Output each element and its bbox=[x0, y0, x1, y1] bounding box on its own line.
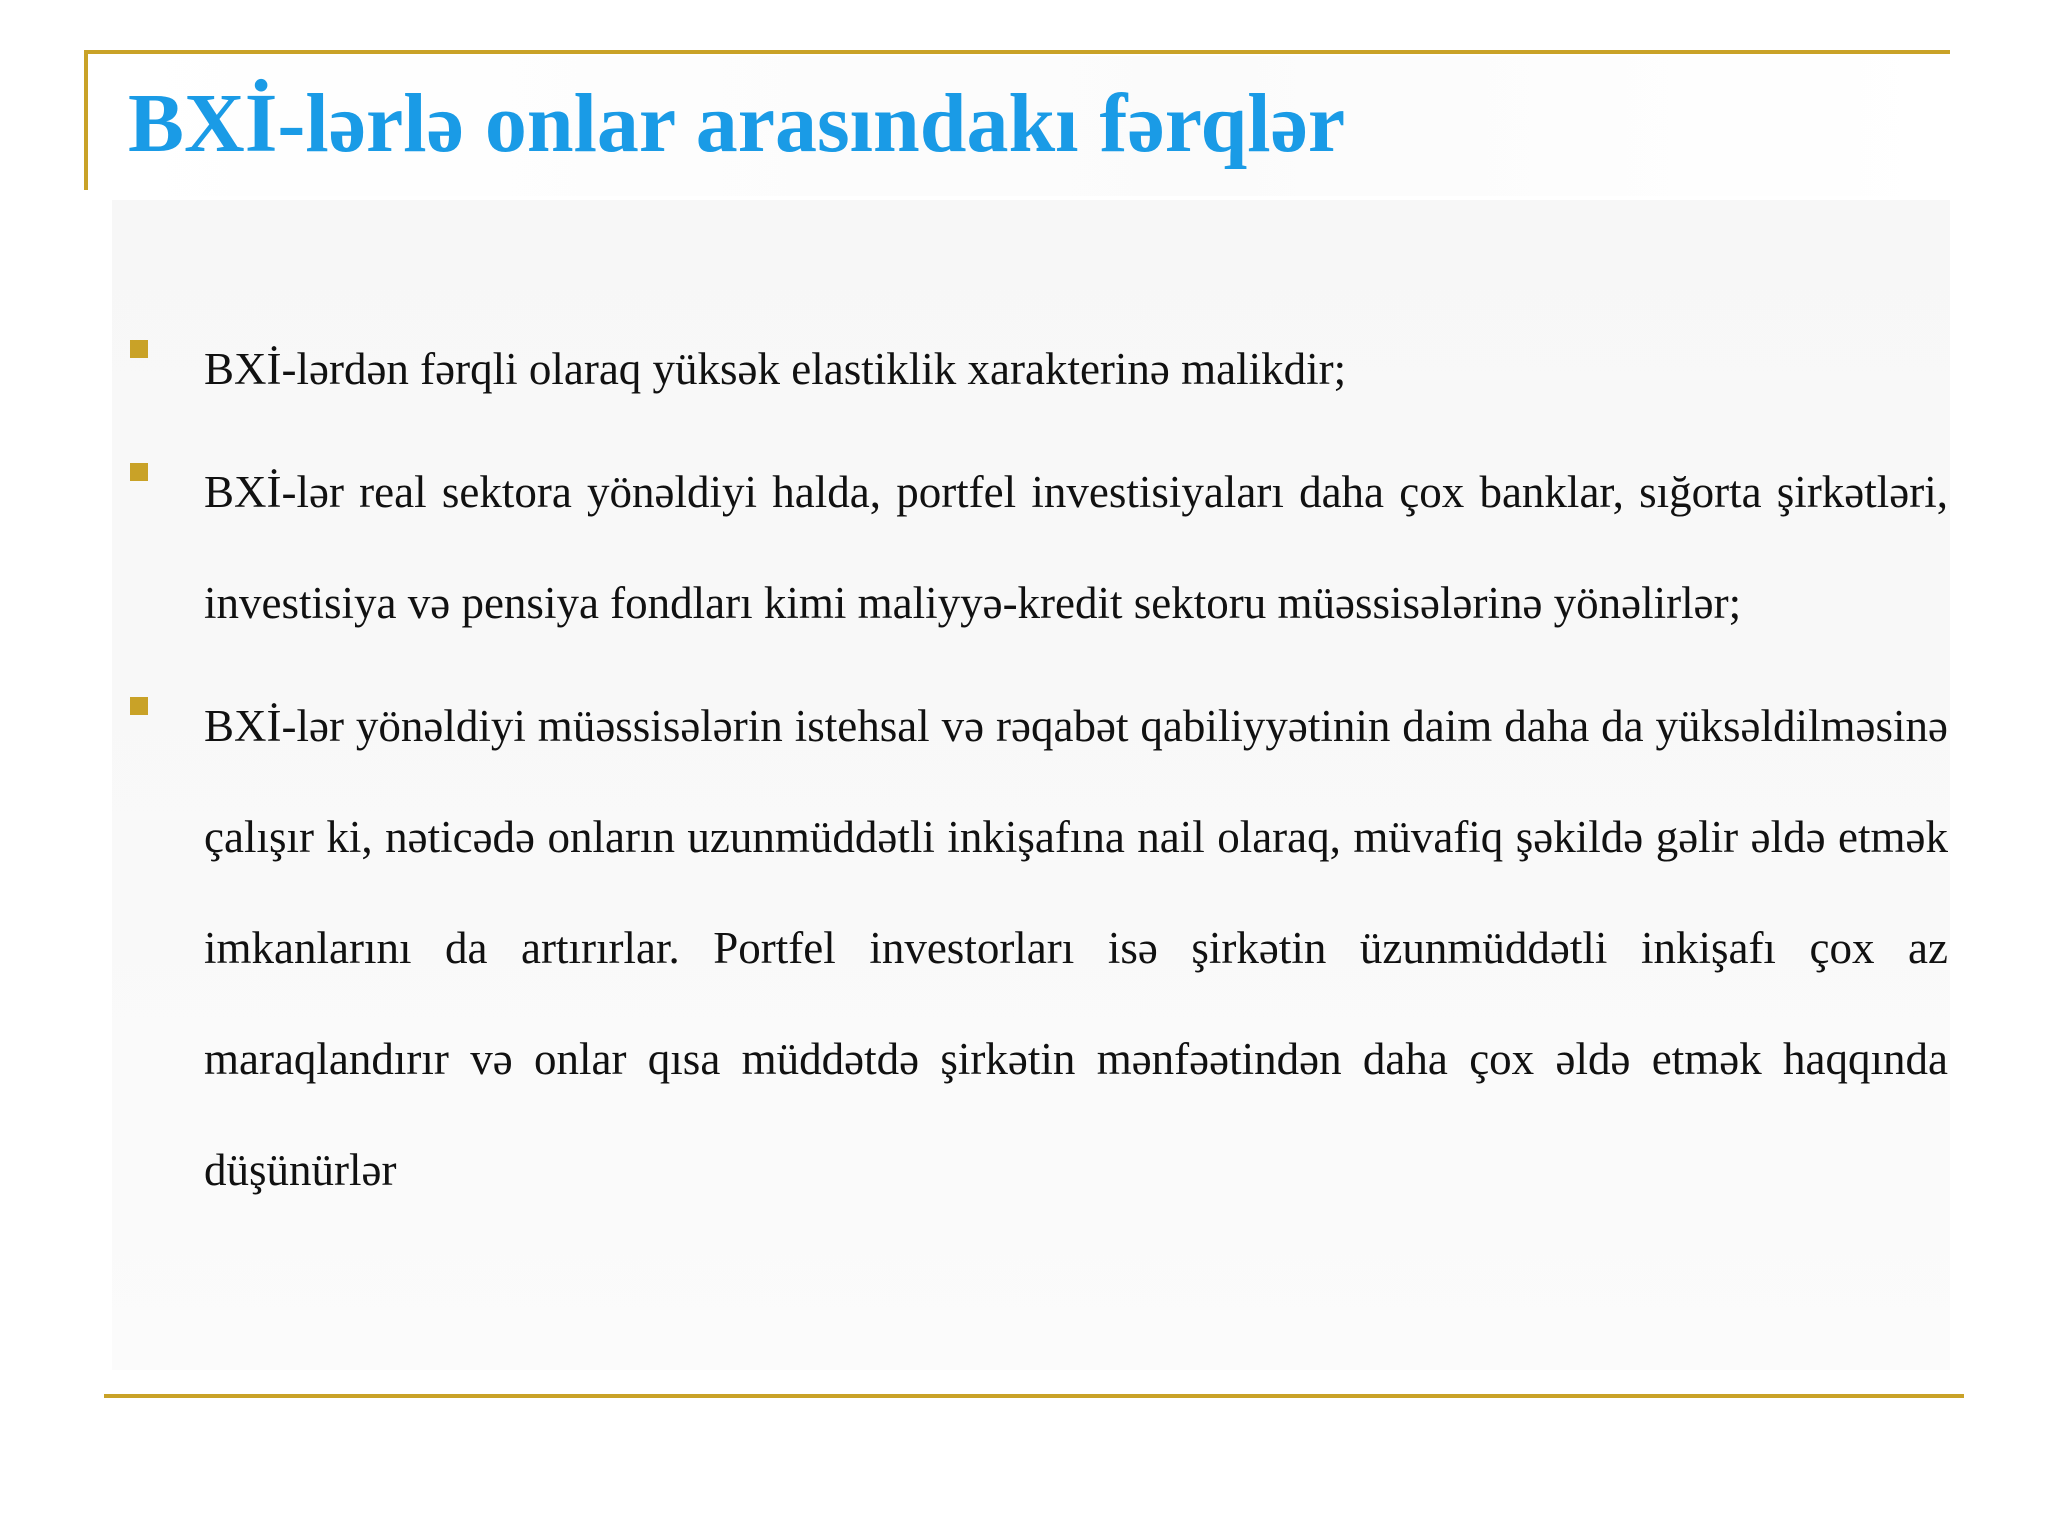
bullet-item bbox=[128, 437, 1948, 659]
top-rule bbox=[84, 50, 1950, 54]
bullet-text: BXİ-lərdən fərqli olaraq yüksək elastiklik xarakterinə malikdir; bbox=[204, 344, 1347, 394]
bottom-rule bbox=[104, 1394, 1964, 1398]
slide-title: BXİ-lərlə onlar arasındakı fərqlər bbox=[128, 77, 1346, 170]
square-bullet-icon bbox=[130, 463, 148, 481]
bullet-text: BXİ-lər yönəldiyi müəssisələrin istehsal və rəqabət qabiliyyətinin daim daha da yüksəldilməsinə çalışır ki, nəticədə onların uzunmüddətli inkişafına nail olaraq, müvafiq şəkildə gəlir əldə etmək imkanlarını da artırırlar. Portfel investorları isə şirkətin üzunmüddətli inkişafı çox az maraqlandırır və onlar qısa müddətdə şirkətin mənfəətindən daha çox əldə etmək haqqında düşünürlər bbox=[204, 701, 1948, 1195]
square-bullet-icon bbox=[130, 697, 148, 715]
bullet-list bbox=[128, 314, 1948, 1238]
bullet-item bbox=[128, 314, 1948, 425]
left-rule bbox=[84, 50, 88, 190]
bullet-text: BXİ-lər real sektora yönəldiyi halda, portfel investisiyaları daha çox banklar, sığorta şirkətləri, investisiya və pensiya fondları kimi maliyyə-kredit sektoru müəssisələrinə yönəlirlər; bbox=[204, 467, 1948, 628]
bullet-item bbox=[128, 671, 1948, 1226]
square-bullet-icon bbox=[130, 340, 148, 358]
